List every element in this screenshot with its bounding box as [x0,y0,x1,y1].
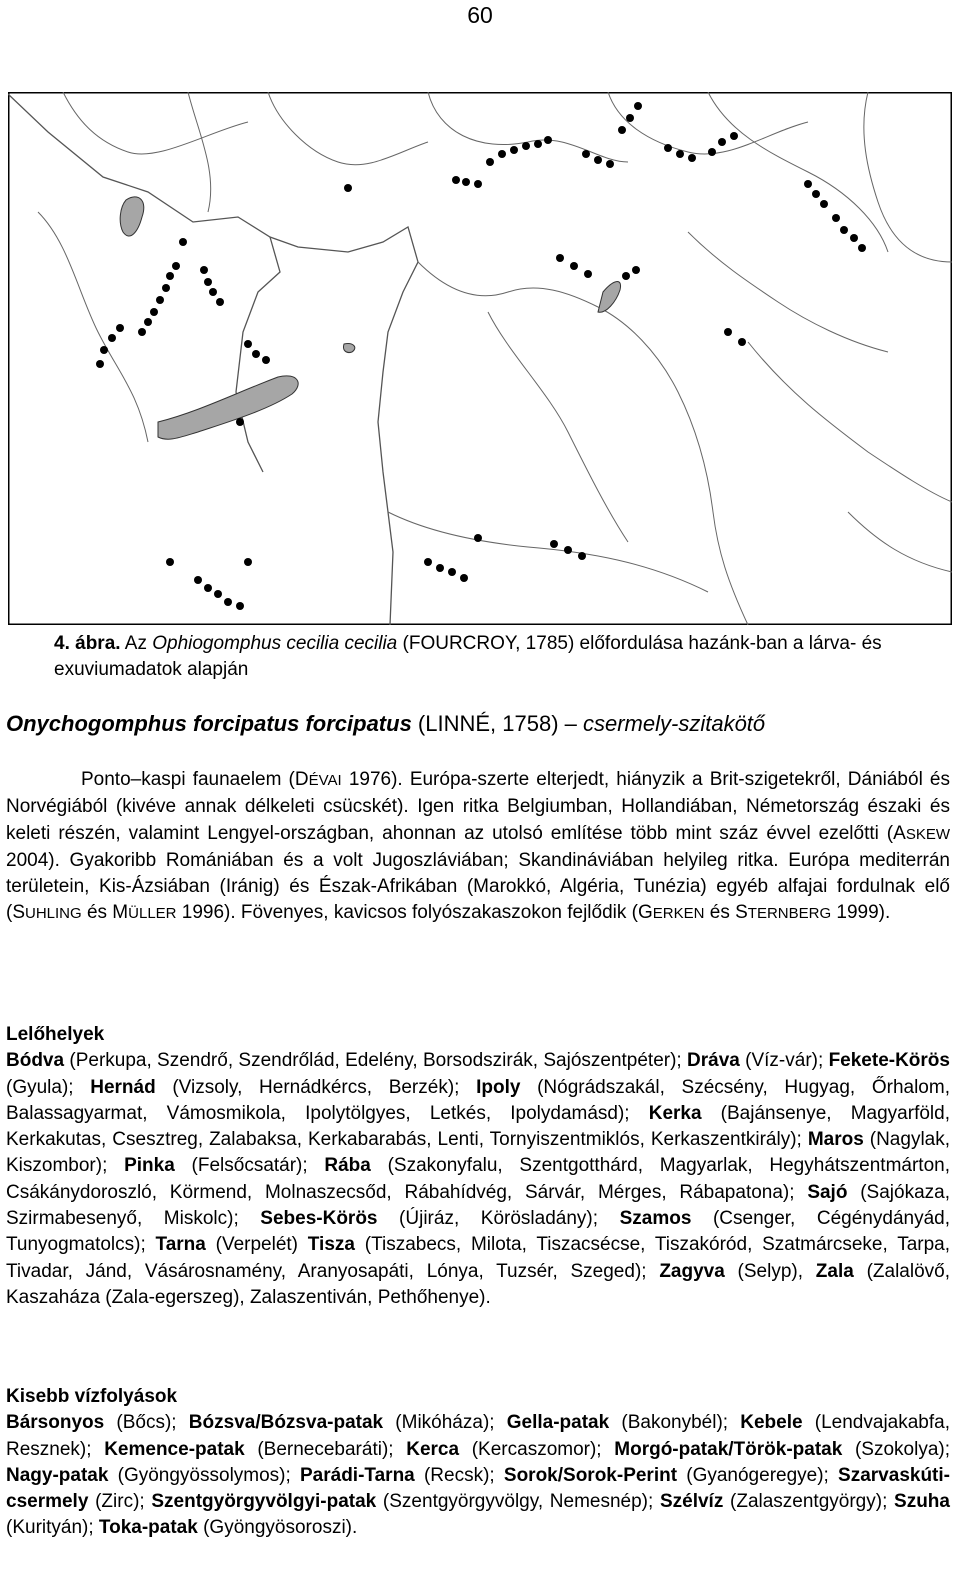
river-places: (Zalalövő, Kaszaháza (Zala-egerszeg), Zalaszentiván, Pethőhenye). [6,1260,950,1308]
river-places: (Bajánsenye, Magyarföld, Kerkakutas, Csesztreg, Zalabaksa, Kerkabarabás, Lenti, Tornyiszentmiklós, Kerkaszentkirály); [6,1102,950,1151]
caption-label: 4. ábra. [54,633,121,654]
river-places: (Bakonybél); [609,1412,741,1434]
lakes [120,197,620,439]
text-run: ERKEN [652,905,705,923]
river-places: (Kurityán); [6,1517,99,1539]
river-places: (Újiráz, Körösladány); [377,1208,620,1230]
river-places: (Gyanógeregye); [677,1464,839,1486]
river-places: (Zalaszentgyörgy); [723,1491,895,1513]
river-places: (Csenger, Cégénydányád, Tunyogmatolcs); [6,1208,950,1256]
river-name: Kerka [648,1102,702,1124]
text-run: és M [81,902,129,924]
figure-caption [54,631,914,683]
river-places: (Verpelét) [205,1234,308,1256]
river-name: Szuha [894,1491,950,1513]
river-places: (Zirc); [88,1491,152,1513]
river-name: Fekete-Körös [828,1050,950,1072]
lake [120,197,144,236]
text-run: 2004). Gyakoribb Romániában és a volt Jugoszláviában; Skandináviában helyileg ritka. Európa mediterrán területein, Kis-Ázsiában (Iránig) és Észak-Afrikában (Marokkó, Algéria, Tunézia) egyéb alfajai fordulnak elő (S [6,849,950,924]
river-name: Zagyva [659,1260,725,1282]
text-run: 1996). Fövenyes, kavicsos folyószakaszokon fejlődik (G [176,902,653,924]
river-name: Dráva [687,1050,740,1072]
rivers [38,92,952,625]
river-name: Toka-patak [98,1517,198,1539]
river-name: Pinka [124,1155,175,1177]
river-name: Morgó-patak/Török-patak [614,1438,843,1460]
river-places: (Felsőcsatár); [174,1155,325,1177]
river-name: Nagy-patak [6,1464,109,1486]
river-name: Tisza [307,1234,355,1256]
river-places: (Perkupa, Szendrő, Szendrőlád, Edelény, Borsodszirák, Sajószentpéter); [64,1050,688,1072]
species-author: (LINNÉ, 1758) – [411,711,583,736]
river-places: (Nagylak, Kiszombor); [6,1129,951,1177]
map-svg [8,92,952,625]
river-places: (Szakonyfalu, Szentgotthárd, Magyarlak, Hegyhátszentmárton, Csákánydoroszló, Körmend, Molnaszecsőd, Rábahídvég, Sárvár, Mérges, Rábapatona); [6,1155,950,1203]
river-name: Maros [807,1129,864,1151]
text-run: TERNBERG [747,905,832,923]
river-name: Szélvíz [659,1491,724,1513]
borders [8,94,418,625]
river-places: (Gyula); [6,1076,91,1098]
river-name: Rába [324,1155,371,1177]
distribution-map [8,92,952,625]
river-places: (Lendvajakabfa, Resznek); [6,1412,950,1460]
river-name: Kebele [740,1412,803,1434]
river-name: Sebes-Körös [260,1208,378,1230]
localities-section [6,1022,950,1311]
river-places: (Víz-vár); [739,1050,829,1072]
page-number: 60 [467,2,493,28]
river-places: (Recsk); [414,1464,504,1486]
river-name: Hernád [90,1076,156,1098]
river-places: (Nógrádszakál, Szécsény, Hugyag, Őrhalom, Balassagyarmat, Vámosmikola, Ipolytölgyes, Letkés, Ipolydamásd); [6,1076,950,1124]
species-common-name: csermely-szitakötő [583,711,766,736]
river-name: Szentgyörgyvölgyi-patak [151,1491,377,1513]
river-name: Szarvaskúti-csermely [6,1464,950,1513]
river-name: Ipoly [476,1076,521,1098]
river-places: (Szentgyörgyvölgy, Nemesnép); [376,1491,660,1513]
river-name: Bársonyos [6,1412,105,1434]
river-name: Tarna [155,1234,206,1256]
river-places: (Selyp), [724,1260,816,1282]
small-streams-section [6,1384,950,1542]
river-places: (Gyöngyösoroszi). [197,1517,358,1539]
river-name: Parádi-Tarna [300,1464,415,1486]
river-name: Sorok/Sorok-Perint [503,1464,678,1486]
caption-text: (FOURCROY, 1785) előfordulása hazánk-ban a lárva- és exuviumadatok alapján [54,633,882,680]
river-places: (Szokolya); [842,1438,950,1460]
river-places: (Vizsoly, Hernádkércs, Berzék); [155,1076,477,1098]
small-streams-list [6,1410,950,1541]
border-line [8,94,418,625]
small-streams-heading: Kisebb vízfolyások [6,1386,178,1407]
river-name: Gella-patak [506,1412,610,1434]
localities-heading: Lelőhelyek [6,1024,105,1045]
caption-species: Ophiogomphus cecilia cecilia [152,633,398,654]
river-name: Bódva [6,1050,65,1072]
river-places: (Tiszabecs, Milota, Tiszacsécse, Tiszakóród, Szatmárcseke, Tarpa, Tivadar, Jánd, Vásárosnamény, Aranyosapáti, Lónya, Tuzsér, Szeged); [6,1234,951,1282]
river-name: Sajó [807,1181,848,1203]
species-heading [6,709,954,739]
river-name: Kemence-patak [104,1438,245,1460]
lake [598,282,621,313]
lake [343,344,354,353]
lake-balaton [158,376,298,439]
text-run: és S [704,902,748,924]
text-run: 1976). Európa-szerte elterjedt, hiányzik a Brit-szigetekről, Dániából és Norvégiából (kivéve annak délkeleti csücskét). Igen ritka Belgiumban, Hollandiában, Németország északi és keleti részén, valamint Lengyel-országban, ahonnan az utolsó említése több mint száz évvel ezelőtti (A [6,769,950,844]
text-run: SKEW [905,825,950,843]
caption-text: Az [120,633,153,654]
river-name: Kerca [406,1438,460,1460]
text-run: ÜLLER [128,905,177,923]
localities-list [6,1048,950,1311]
description-paragraph [6,767,950,928]
occurrence-dots [96,102,866,610]
text-run: UHLING [25,905,82,923]
text-run: ÉVAI [308,772,342,789]
river-places: (Bernecebaráti); [244,1438,407,1460]
river-name: Zala [815,1260,854,1282]
river-places: (Bőcs); [104,1412,189,1434]
river-name: Szamos [619,1208,692,1230]
river-places: (Kercaszomor); [459,1438,615,1460]
river-places: (Gyöngyössolymos); [108,1464,300,1486]
text-run: 1999). [831,902,891,924]
river-places: (Mikóháza); [383,1412,507,1434]
species-name: Onychogomphus forcipatus forcipatus [6,711,412,736]
text-run: Ponto–kaspi faunaelem (D [81,769,309,790]
river-name: Bózsva/Bózsva-patak [188,1412,384,1434]
river-places: (Sajókaza, Szirmabesenyő, Miskolc); [6,1181,950,1230]
